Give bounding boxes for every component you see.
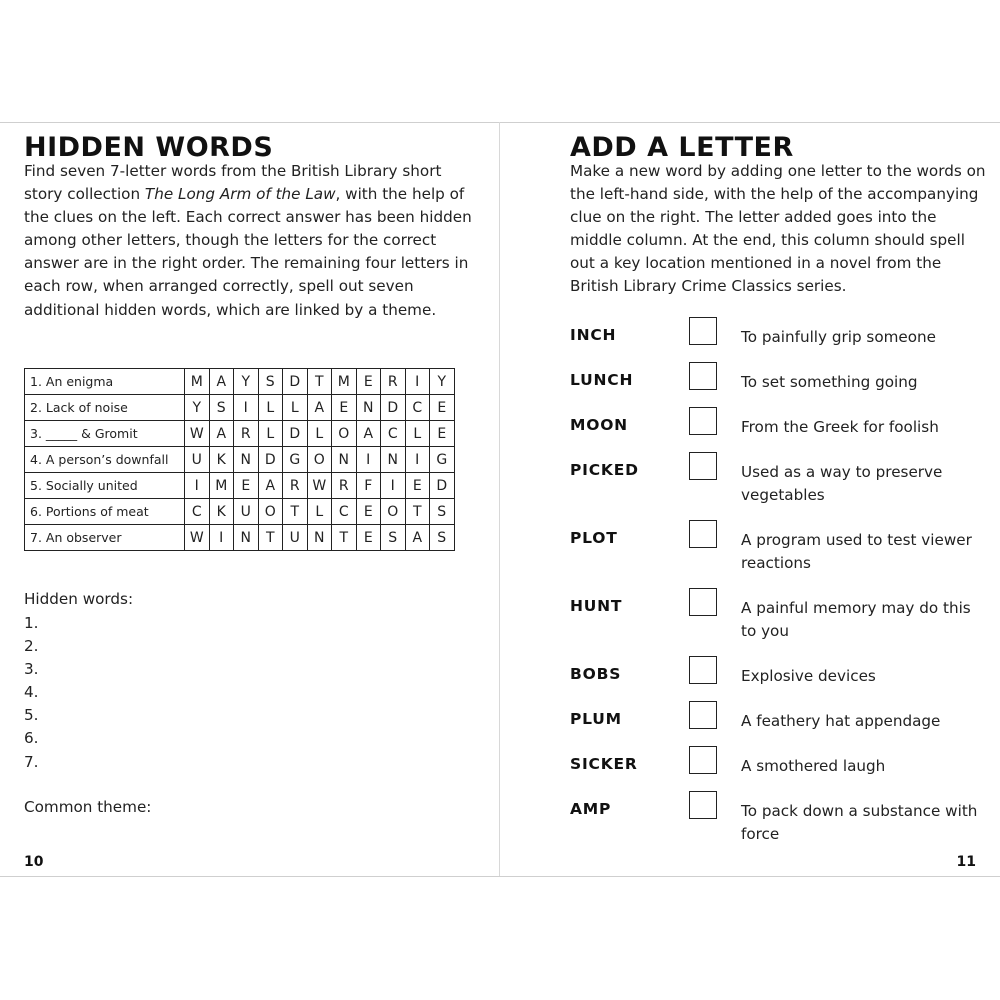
grid-letter: T (283, 499, 308, 525)
page-title: ADD A LETTER (570, 132, 794, 163)
letter-answer-box[interactable] (689, 452, 717, 480)
grid-letter: N (332, 447, 357, 473)
grid-letter: D (258, 447, 283, 473)
grid-letter: U (234, 499, 259, 525)
grid-row (25, 447, 455, 473)
grid-letter: C (332, 499, 357, 525)
row-clue: To set something going (741, 373, 918, 391)
page-number: 11 (956, 854, 976, 870)
grid-clue: 3. _____ & Gromit (25, 421, 185, 447)
grid-clue: 7. An observer (25, 525, 185, 551)
grid-letter: S (381, 525, 406, 551)
grid-letter: E (356, 499, 381, 525)
grid-letter: L (258, 395, 283, 421)
grid-row (25, 473, 455, 499)
hidden-word-line: 6. (24, 729, 39, 748)
grid-letter: O (258, 499, 283, 525)
grid-letter: I (405, 369, 430, 395)
row-clue: To painfully grip someone (741, 328, 937, 346)
page-title: HIDDEN WORDS (24, 132, 274, 163)
grid-letter: R (381, 369, 406, 395)
grid-letter: O (381, 499, 406, 525)
grid-letter: T (332, 525, 357, 551)
grid-letter: F (356, 473, 381, 499)
grid-letter: E (356, 525, 381, 551)
base-word: AMP (570, 800, 612, 818)
intro-text (24, 160, 484, 322)
letter-answer-box[interactable] (689, 701, 717, 729)
base-word: MOON (570, 416, 628, 434)
grid-letter: K (209, 499, 234, 525)
page-number: 10 (24, 854, 44, 870)
row-clue: From the Greek for foolish (741, 418, 939, 436)
grid-letter: N (381, 447, 406, 473)
intro-text: Make a new word by adding one letter to the words on the left-hand side, with the help of the accompanying clue on the right. The letter added goes into the middle column. At the end, this column should spell out a key location mentioned in a novel from the British Library Crime Classics series. (570, 162, 986, 296)
grid-letter: K (209, 447, 234, 473)
bottom-rule (0, 876, 1000, 877)
grid-letter: W (185, 421, 210, 447)
row-clue: A painful memory may do this to you (741, 599, 971, 641)
grid-clue: 2. Lack of noise (25, 395, 185, 421)
grid-letter: I (234, 395, 259, 421)
letter-answer-box[interactable] (689, 317, 717, 345)
grid-row (25, 499, 455, 525)
grid-letter: R (332, 473, 357, 499)
hidden-word-line: 1. (24, 614, 39, 632)
grid-letter: L (405, 421, 430, 447)
row-clue: A smothered laugh (741, 757, 886, 775)
grid-letter: M (332, 369, 357, 395)
left-page (0, 122, 499, 876)
letter-answer-box[interactable] (689, 746, 717, 774)
hidden-word-line: 7. (24, 752, 39, 771)
letter-answer-box[interactable] (689, 588, 717, 616)
grid-letter: R (234, 421, 259, 447)
grid-letter: G (430, 447, 455, 473)
grid-row (25, 525, 455, 551)
grid-letter: Y (185, 395, 210, 421)
grid-clue: 5. Socially united (25, 473, 185, 499)
grid-letter: M (185, 369, 210, 395)
grid-row (25, 421, 455, 447)
letter-answer-box[interactable] (689, 362, 717, 390)
grid-letter: D (283, 369, 308, 395)
row-clue: A feathery hat appendage (741, 712, 941, 730)
grid-letter: L (307, 421, 332, 447)
base-word: PICKED (570, 461, 639, 479)
grid-letter: S (430, 499, 455, 525)
grid-letter: E (430, 395, 455, 421)
book-title: The Long Arm of the Law (144, 185, 336, 204)
grid-letter: N (356, 395, 381, 421)
letter-answer-box[interactable] (689, 407, 717, 435)
grid-letter: O (332, 421, 357, 447)
grid-letter: N (307, 525, 332, 551)
grid-letter: T (307, 369, 332, 395)
base-word: PLUM (570, 710, 622, 728)
hidden-word-line: 4. (24, 683, 39, 702)
grid-letter: E (405, 473, 430, 499)
letter-answer-box[interactable] (689, 656, 717, 684)
grid-letter: A (209, 369, 234, 395)
grid-letter: Y (430, 369, 455, 395)
grid-letter: W (307, 473, 332, 499)
grid-clue: 4. A person’s downfall (25, 447, 185, 473)
grid-letter: Y (234, 369, 259, 395)
grid-letter: M (209, 473, 234, 499)
hidden-words-list (24, 612, 39, 774)
grid-letter: A (405, 525, 430, 551)
base-word: BOBS (570, 665, 622, 683)
base-word: LUNCH (570, 371, 634, 389)
grid-letter: O (307, 447, 332, 473)
grid-letter: T (405, 499, 430, 525)
row-clue: Used as a way to preserve vegetables (741, 463, 943, 505)
hidden-word-line: 2. (24, 637, 39, 656)
letter-answer-box[interactable] (689, 791, 717, 819)
grid-letter: T (258, 525, 283, 551)
grid-row (25, 395, 455, 421)
grid-letter: I (209, 525, 234, 551)
base-word: PLOT (570, 529, 618, 547)
grid-row (25, 369, 455, 395)
grid-letter: I (381, 473, 406, 499)
grid-letter: A (356, 421, 381, 447)
grid-letter: D (381, 395, 406, 421)
common-theme-label: Common theme: (24, 798, 152, 816)
hidden-words-label: Hidden words: (24, 590, 134, 608)
grid-letter: A (258, 473, 283, 499)
grid-letter: U (283, 525, 308, 551)
base-word: HUNT (570, 597, 623, 615)
grid-letter: L (258, 421, 283, 447)
grid-letter: U (185, 447, 210, 473)
grid-letter: G (283, 447, 308, 473)
row-clue: Explosive devices (741, 667, 876, 685)
grid-clue: 1. An enigma (25, 369, 185, 395)
hidden-word-line: 5. (24, 706, 39, 725)
intro-text-part: , with the help of the clues on the left. Each correct answer has been hidden among other letters, though the letters for the correct answer are in the right order. The remaining four letters in each row, when arranged correctly, spell out seven additional hidden words, which are linked by a theme. (24, 185, 472, 319)
grid-letter: S (258, 369, 283, 395)
row-clue: To pack down a substance with force (741, 802, 978, 844)
grid-letter: N (234, 525, 259, 551)
hidden-words-grid (24, 368, 455, 551)
grid-clue: 6. Portions of meat (25, 499, 185, 525)
grid-letter: S (209, 395, 234, 421)
row-clue: A program used to test viewer reactions (741, 531, 972, 573)
grid-letter: S (430, 525, 455, 551)
grid-letter: A (209, 421, 234, 447)
grid-letter: L (307, 499, 332, 525)
base-word: SICKER (570, 755, 638, 773)
grid-letter: D (283, 421, 308, 447)
grid-letter: D (430, 473, 455, 499)
grid-letter: R (283, 473, 308, 499)
grid-letter: C (381, 421, 406, 447)
letter-answer-box[interactable] (689, 520, 717, 548)
grid-letter: E (356, 369, 381, 395)
grid-letter: N (234, 447, 259, 473)
grid-letter: I (405, 447, 430, 473)
grid-letter: E (332, 395, 357, 421)
base-word: INCH (570, 326, 617, 344)
grid-letter: L (283, 395, 308, 421)
grid-letter: E (430, 421, 455, 447)
right-page (500, 122, 1000, 876)
grid-letter: C (405, 395, 430, 421)
grid-letter: C (185, 499, 210, 525)
grid-letter: I (356, 447, 381, 473)
grid-letter: A (307, 395, 332, 421)
grid-letter: E (234, 473, 259, 499)
intro-text-part: Find seven 7-letter words from the British Library short story collection (24, 162, 442, 204)
grid-letter: I (185, 473, 210, 499)
hidden-word-line: 3. (24, 660, 39, 679)
grid-letter: W (185, 525, 210, 551)
